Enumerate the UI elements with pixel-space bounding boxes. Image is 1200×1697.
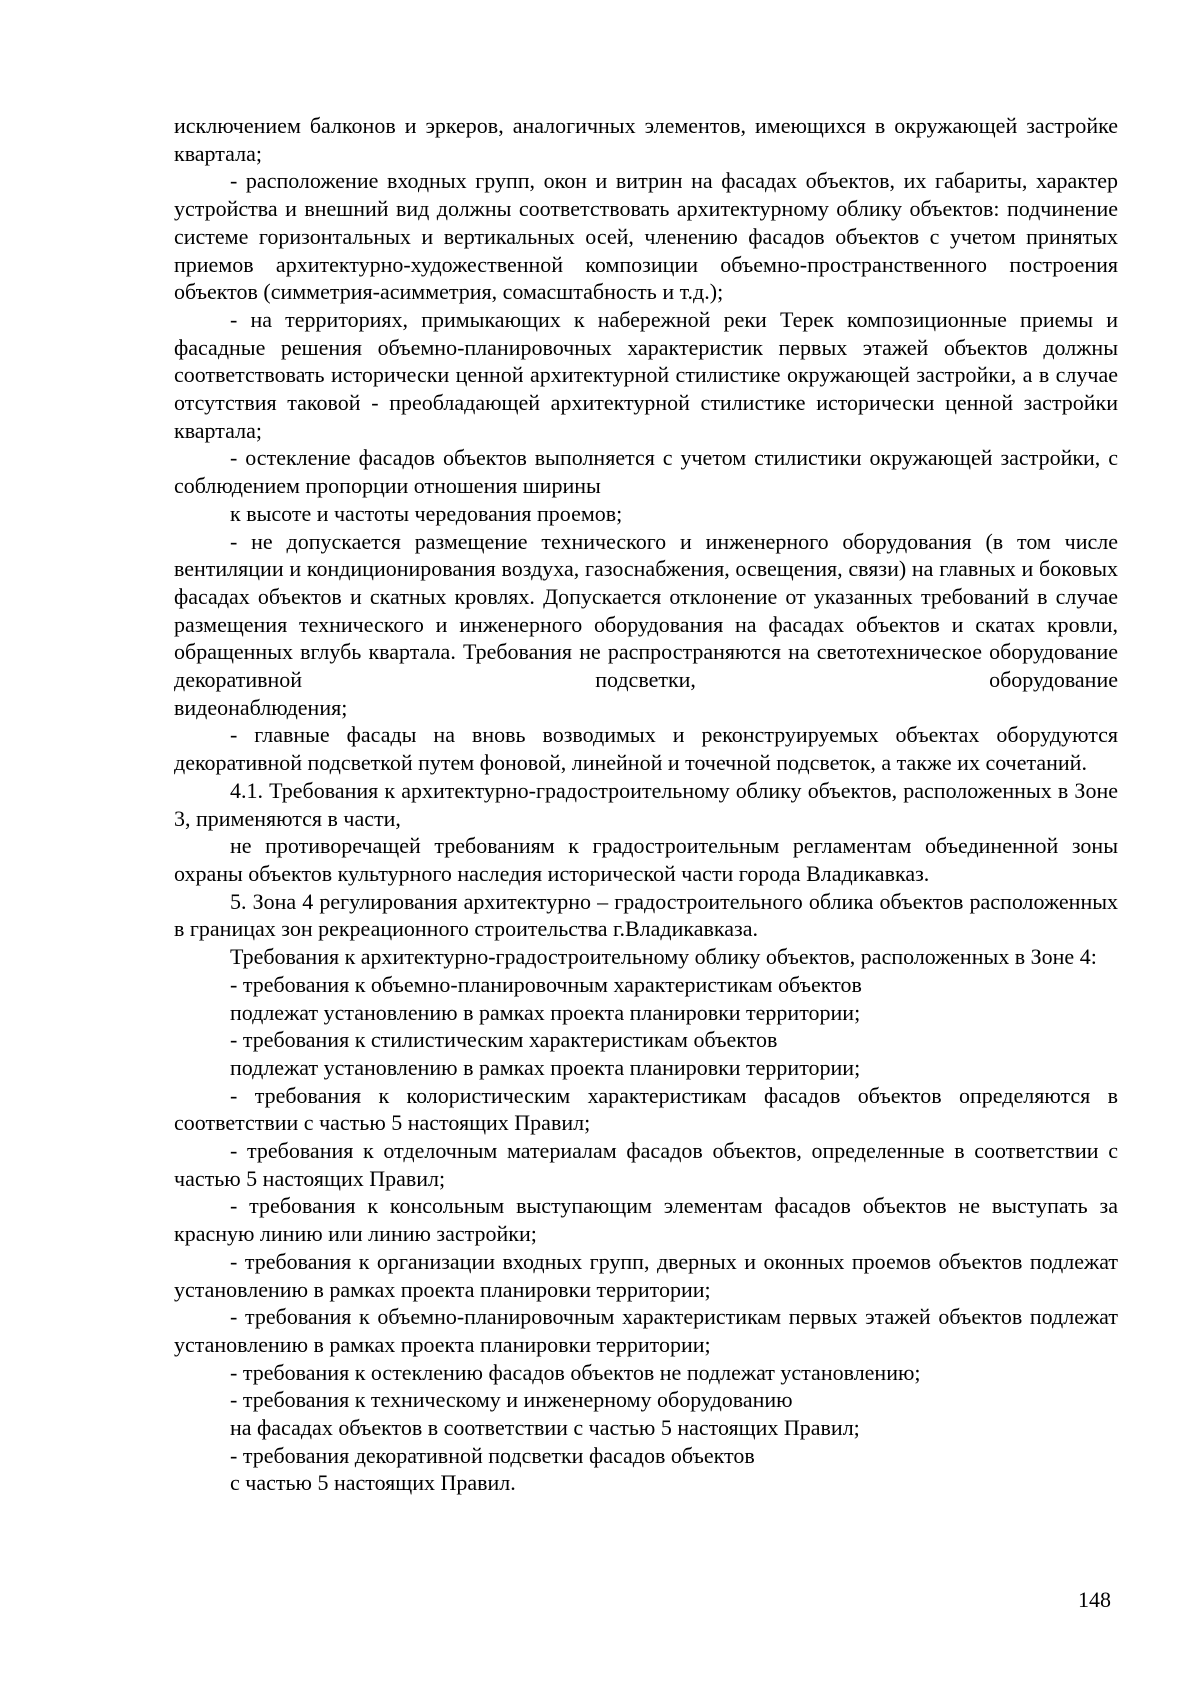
paragraph-26: с частью 5 настоящих Правил. <box>230 1470 516 1496</box>
paragraph-23: - требования к техническому и инженерному оборудованию <box>230 1387 793 1413</box>
paragraph-2: - расположение входных групп, окон и витрин на фасадах объектов, их габариты, характер устройства и внешний вид должны соответствовать архитектурному облику объектов: подчинение системе горизонтальных и вертикальных осей, членению фасадов объектов с учетом принятых приемов архитектурно-художественной композиции объемно-пространственного построения объектов (симметрия-асимметрия, сомасштабность и т.д.); <box>174 168 1118 305</box>
paragraph-24: на фасадах объектов в соответствии с частью 5 настоящих Правил; <box>230 1415 860 1441</box>
paragraph-6: - не допускается размещение технического и инженерного оборудования (в том числе вентиляции и кондиционирования воздуха, газоснабжения, освещения, связи) на главных и боковых фасадах объектов и скатных кровлях. Допускается отклонение от указанных требований в случае размещения технического и инженерного оборудования на фасадах объектов и скатах кровли, обращенных вглубь квартала. Требования не распространяются на светотехническое оборудование декоративной подсветки, оборудование <box>174 528 1118 693</box>
paragraph-1: исключением балконов и эркеров, аналогичных элементов, имеющихся в окружающей застройке квартала; <box>174 113 1118 166</box>
paragraph-16: подлежат установлению в рамках проекта планировки территории; <box>230 1054 861 1080</box>
paragraph-19: - требования к консольным выступающим элементам фасадов объектов не выступать за красную линию или линию застройки; <box>174 1193 1118 1247</box>
paragraph-3: - на территориях, примыкающих к набережной реки Терек композиционные приемы и фасадные решения объемно-планировочных характеристик первых этажей объектов должны соответствовать исторически ценной архитектурной стилистике окружающей застройки, а в случае отсутствия таковой - преобладающей архитектурной стилистике исторически ценной застройки квартала; <box>174 306 1118 443</box>
paragraph-5: к высоте и частоты чередования проемов; <box>230 500 623 526</box>
page-number: 148 <box>1078 1587 1111 1612</box>
paragraph-17: - требования к колористическим характеристикам фасадов объектов определяются в соответствии с частью 5 настоящих Правил; <box>174 1082 1118 1136</box>
paragraph-11: 5. Зона 4 регулирования архитектурно – градостроительного облика объектов расположенных в границах зон рекреационного строительства г.Владикавказа. <box>174 888 1118 942</box>
paragraph-9: 4.1. Требования к архитектурно-градостроительному облику объектов, расположенных в Зоне 3, применяются в части, <box>174 777 1118 831</box>
paragraph-18: - требования к отделочным материалам фасадов объектов, определенные в соответствии с частью 5 настоящих Правил; <box>174 1138 1118 1191</box>
paragraph-14: подлежат установлению в рамках проекта планировки территории; <box>230 999 861 1025</box>
paragraph-22: - требования к остеклению фасадов объектов не подлежат установлению; <box>230 1359 921 1385</box>
paragraph-20: - требования к организации входных групп, дверных и оконных проемов объектов подлежат установлению в рамках проекта планировки территории; <box>174 1248 1118 1302</box>
paragraph-12: Требования к архитектурно-градостроительному облику объектов, расположенных в Зоне 4: <box>230 944 1097 970</box>
paragraph-21: - требования к объемно-планировочным характеристикам первых этажей объектов подлежат установлению в рамках проекта планировки территории; <box>174 1304 1118 1357</box>
paragraph-7: видеонаблюдения; <box>174 694 348 720</box>
paragraph-25: - требования декоративной подсветки фасадов объектов <box>230 1442 755 1468</box>
document-page <box>174 112 1118 1497</box>
paragraph-15: - требования к стилистическим характеристикам объектов <box>230 1027 778 1053</box>
paragraph-8: - главные фасады на вновь возводимых и реконструируемых объектах оборудуются декоративной подсветкой путем фоновой, линейной и точечной подсветок, а также их сочетаний. <box>174 722 1118 776</box>
paragraph-10: не противоречащей требованиям к градостроительным регламентам объединенной зоны охраны объектов культурного наследия исторической части города Владикавказ. <box>174 833 1118 886</box>
paragraph-4: - остекление фасадов объектов выполняется с учетом стилистики окружающей застройки, с соблюдением пропорции отношения ширины <box>174 445 1118 499</box>
paragraph-13: - требования к объемно-планировочным характеристикам объектов <box>230 971 862 997</box>
